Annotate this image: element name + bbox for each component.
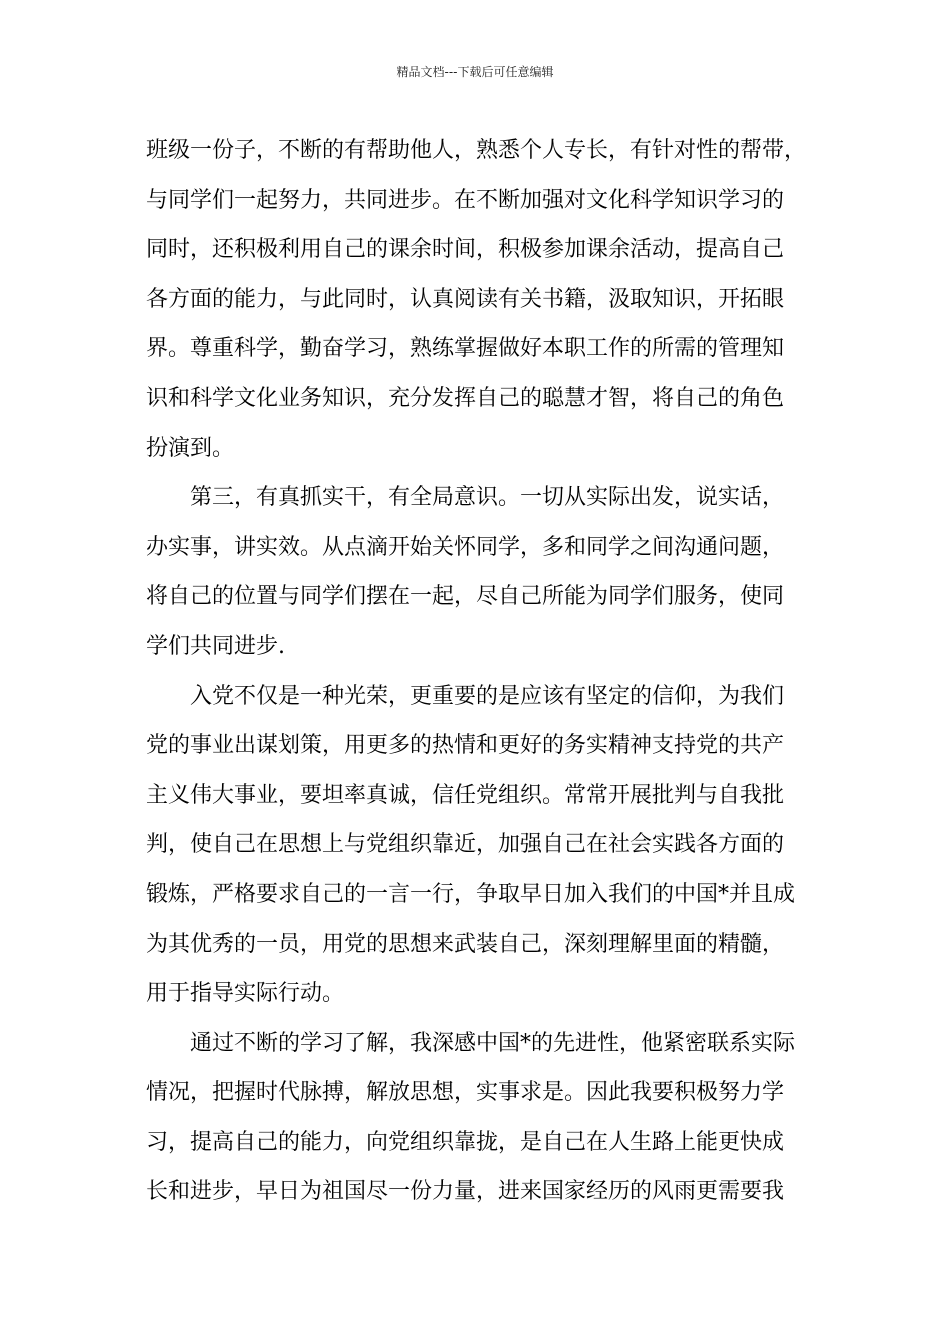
text-line: 班级一份子，不断的有帮助他人，熟悉个人专长，有针对性的帮带，: [146, 138, 807, 163]
paragraph: [146, 473, 806, 671]
text-line: 为其优秀的一员，用党的思想来武装自己，深刻理解里面的精髓，: [146, 931, 785, 957]
text-line: 扮演到。: [146, 435, 235, 461]
text-line: 界。尊重科学，勤奋学习，熟练掌握做好本职工作的所需的管理知: [146, 336, 785, 362]
text-line: 主义伟大事业，要坦率真诚，信任党组织。常常开展批判与自我批: [146, 782, 785, 808]
paragraph: [146, 672, 806, 1019]
text-line: 将自己的位置与同学们摆在一起，尽自己所能为同学们服务，使同: [146, 584, 785, 610]
text-line: 党的事业出谋划策，用更多的热情和更好的务实精神支持党的共产: [146, 733, 785, 759]
text-line: 情况，把握时代脉搏，解放思想，实事求是。因此我要积极努力学: [146, 1080, 785, 1106]
text-line: 与同学们一起努力，共同进步。在不断加强对文化科学知识学习的: [146, 187, 785, 213]
page-header: 精品文档---下载后可任意编辑: [396, 65, 554, 79]
text-line: 用于指导实际行动。: [146, 981, 345, 1007]
paragraph: [146, 126, 806, 473]
text-line: 长和进步，早日为祖国尽一份力量，进来国家经历的风雨更需要我: [146, 1179, 785, 1205]
text-line: 入党不仅是一种光荣，更重要的是应该有坚定的信仰，为我们: [190, 683, 785, 709]
paragraph: [146, 1019, 806, 1217]
text-line: 办实事，讲实效。从点滴开始关怀同学，多和同学之间沟通问题，: [146, 534, 785, 560]
text-line: 锻炼，严格要求自己的一言一行，争取早日加入我们的中国*并且成: [146, 881, 796, 907]
text-line: 同时，还积极利用自己的课余时间，积极参加课余活动，提高自己: [146, 237, 785, 263]
text-line: 判，使自己在思想上与党组织靠近，加强自己在社会实践各方面的: [146, 832, 785, 858]
text-line: 学们共同进步.: [146, 633, 285, 659]
document-body: [146, 126, 806, 1217]
text-line: 通过不断的学习了解，我深感中国*的先进性，他紧密联系实际: [190, 1030, 796, 1056]
text-line: 识和科学文化业务知识，充分发挥自己的聪慧才智，将自己的角色: [146, 385, 785, 411]
text-line: 第三，有真抓实干，有全局意识。一切从实际出发，说实话，: [190, 485, 785, 511]
text-line: 习，提高自己的能力，向党组织靠拢，是自己在人生路上能更快成: [146, 1129, 785, 1155]
text-line: 各方面的能力，与此同时，认真阅读有关书籍，汲取知识，开拓眼: [146, 286, 785, 312]
